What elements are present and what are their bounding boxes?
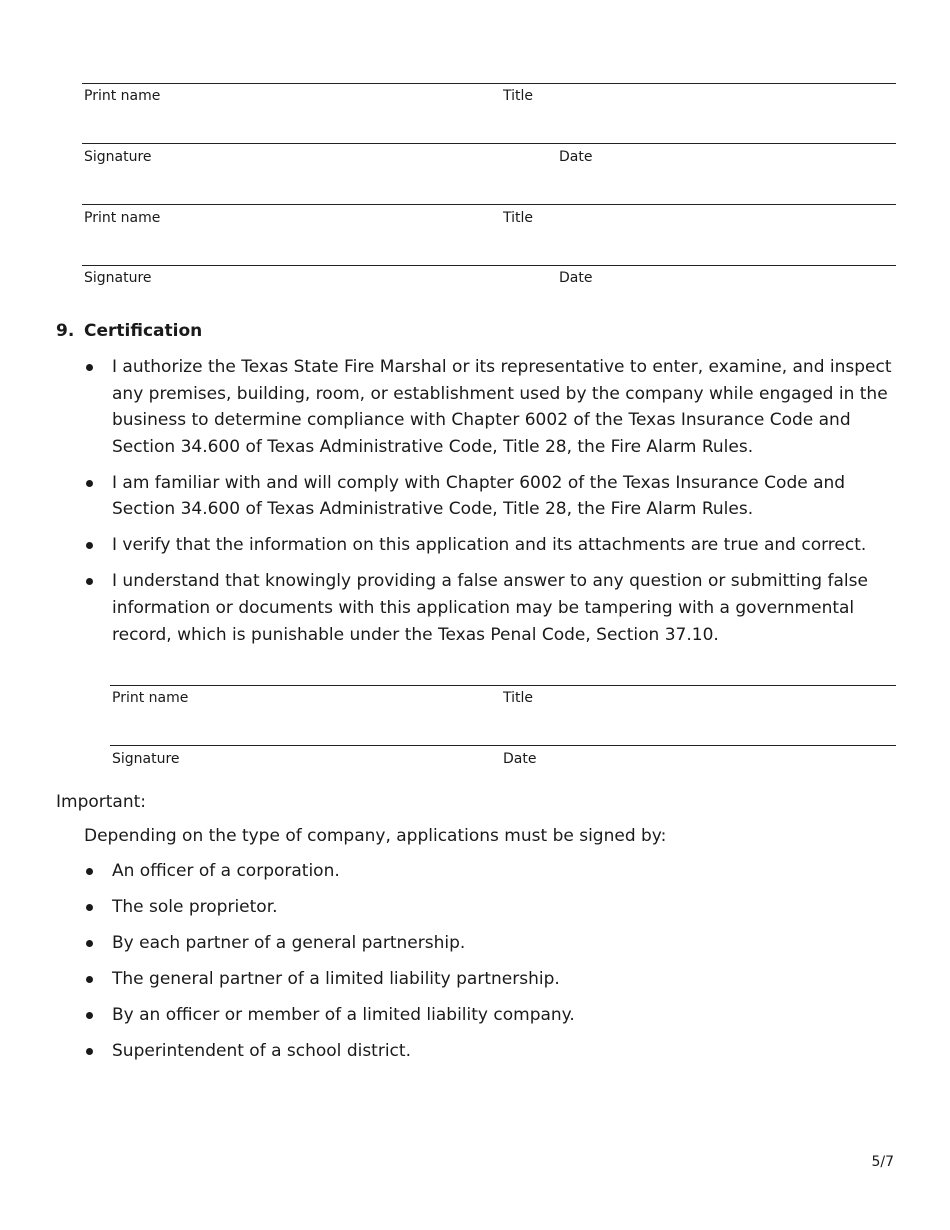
date-label: Date <box>559 149 593 165</box>
list-item: By an officer or member of a limited liability company. <box>84 1002 896 1029</box>
certification-list <box>84 354 896 658</box>
list-item: Superintendent of a school district. <box>84 1038 896 1065</box>
date-label: Date <box>503 751 537 767</box>
list-item: By each partner of a general partnership. <box>84 930 896 957</box>
signature-line <box>110 685 896 686</box>
date-label: Date <box>559 270 593 286</box>
important-intro: Depending on the type of company, applications must be signed by: <box>84 826 667 846</box>
important-heading: Important: <box>56 792 147 812</box>
section-number: 9. <box>56 321 75 341</box>
signature-line <box>82 143 896 144</box>
list-item: I verify that the information on this application and its attachments are true and correct. <box>84 532 896 559</box>
list-item: I authorize the Texas State Fire Marshal or its representative to enter, examine, and inspect any premises, building, room, or establishment used by the company while engaged in the business to determine compliance with Chapter 6002 of the Texas Insurance Code and Section 34.600 of Texas Administrative Code, Title 28, the Fire Alarm Rules. <box>84 354 896 460</box>
signature-line <box>82 265 896 266</box>
list-item: I understand that knowingly providing a false answer to any question or submitting false information or documents with this application may be tampering with a governmental record, which is punishable under the Texas Penal Code, Section 37.10. <box>84 568 896 648</box>
signature-label: Signature <box>84 270 152 286</box>
title-label: Title <box>503 210 534 226</box>
print-name-label: Print name <box>84 210 161 226</box>
print-name-label: Print name <box>84 88 161 104</box>
signer-list <box>84 858 896 1074</box>
list-item: The sole proprietor. <box>84 894 896 921</box>
signature-line <box>82 83 896 84</box>
signature-line <box>82 204 896 205</box>
list-item: An officer of a corporation. <box>84 858 896 885</box>
print-name-label: Print name <box>112 690 189 706</box>
signature-label: Signature <box>84 149 152 165</box>
title-label: Title <box>503 88 534 104</box>
list-item: I am familiar with and will comply with Chapter 6002 of the Texas Insurance Code and Section 34.600 of Texas Administrative Code, Title 28, the Fire Alarm Rules. <box>84 470 896 523</box>
page-number: 5/7 <box>871 1154 894 1170</box>
list-item: The general partner of a limited liability partnership. <box>84 966 896 993</box>
section-title: Certification <box>84 321 203 341</box>
signature-label: Signature <box>112 751 180 767</box>
signature-line <box>110 745 896 746</box>
title-label: Title <box>503 690 534 706</box>
